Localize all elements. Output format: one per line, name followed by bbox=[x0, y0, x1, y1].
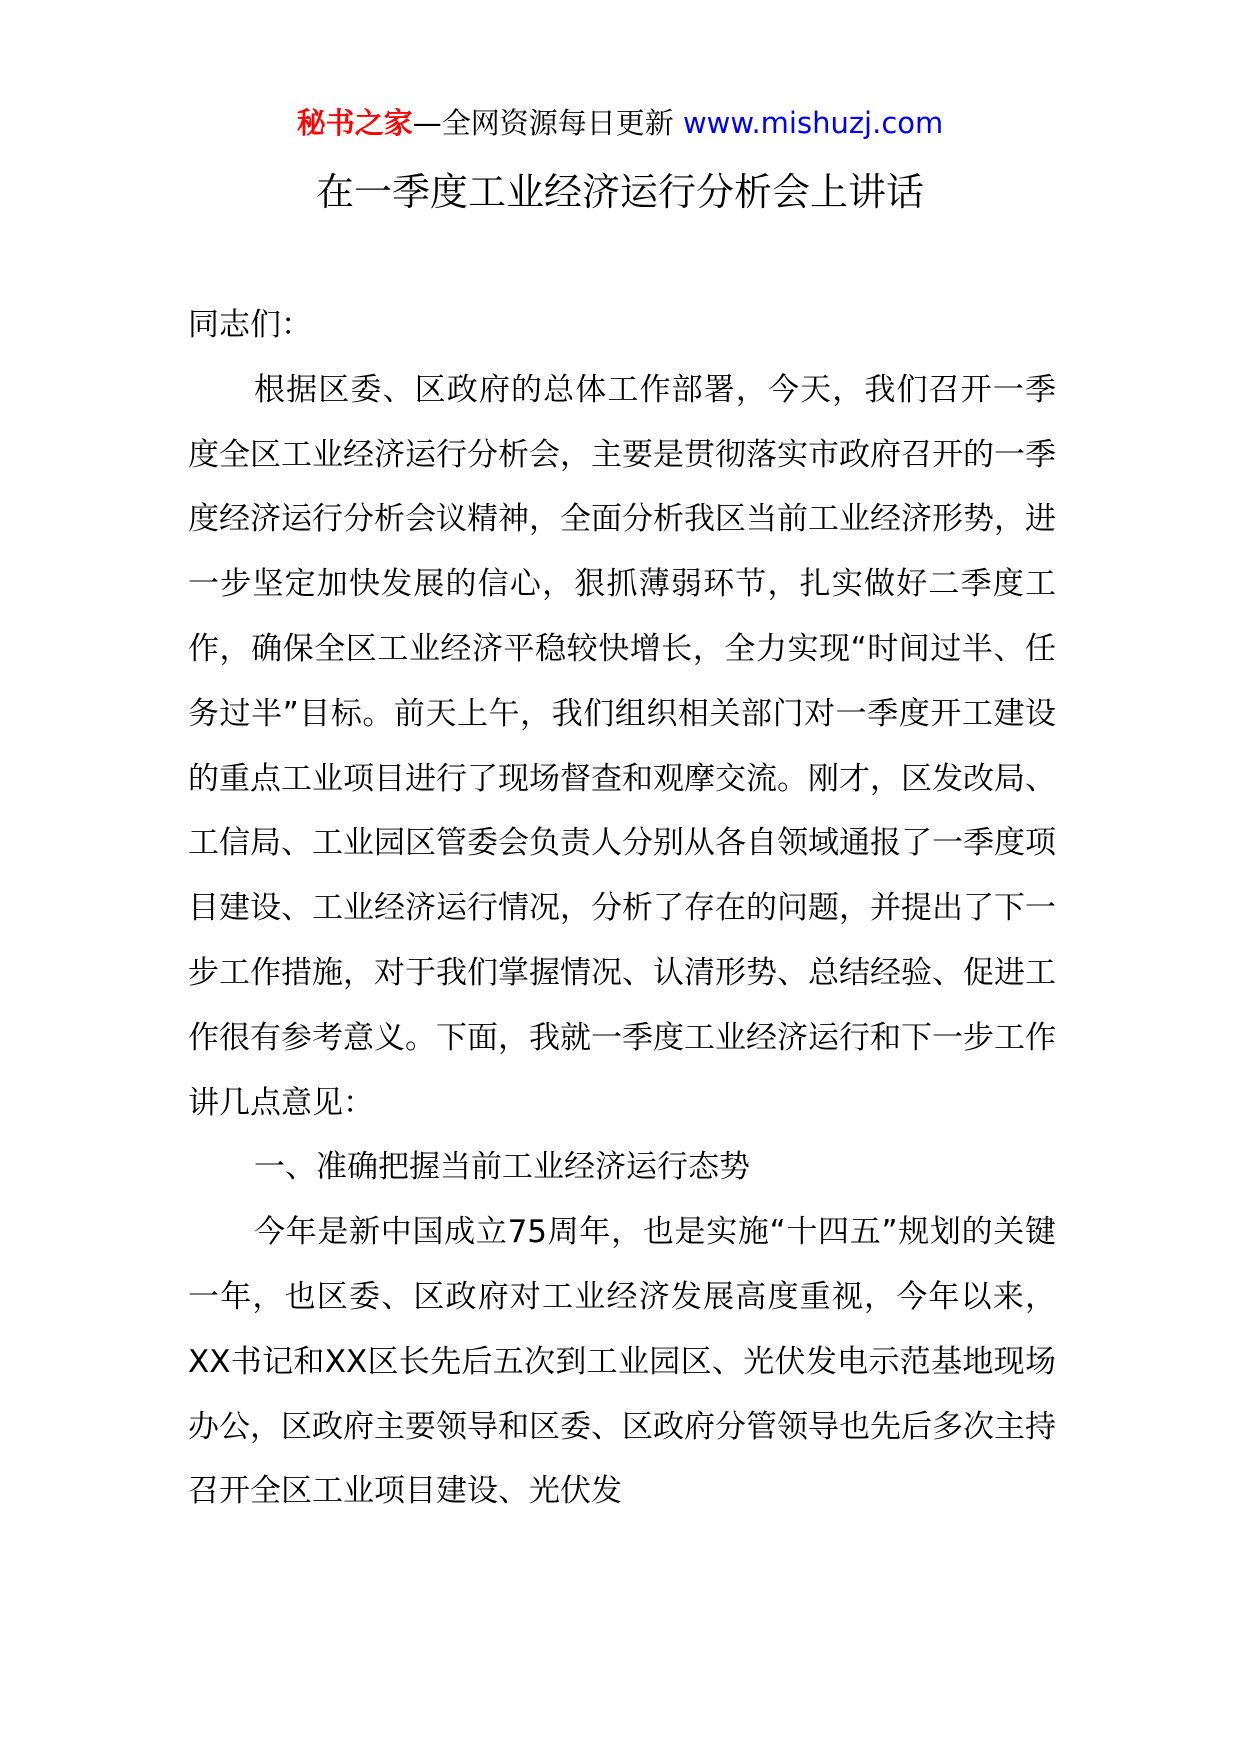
document-title: 在一季度工业经济运行分析会上讲话 bbox=[315, 170, 924, 214]
site-url-link[interactable]: www.mishuzj.com bbox=[682, 106, 944, 140]
salutation: 同志们： bbox=[188, 307, 312, 343]
site-name: 秘书之家 bbox=[296, 106, 413, 140]
paragraph-intro: 根据区委、区政府的总体工作部署，今天，我们召开一季度全区工业经济运行分析会，主要是贯彻落实市政府召开的一季度经济运行分析会议精神，全面分析我区当前工业经济形势，进一步坚定加快发展的信心，狠抓薄弱环节，扎实做好二季度工作，确保全区工业经济平稳较快增长，全力实现“时间过半、任务过半”目标。前天上午，我们组织相关部门对一季度开工建设的重点工业项目进行了现场督查和观摩交流。刚才，区发改局、工信局、工业园区管委会负责人分别从各自领域通报了一季度项目建设、工业经济运行情况，分析了存在的问题，并提出了下一步工作措施，对于我们掌握情况、认清形势、总结经验、促进工作很有参考意义。下面，我就一季度工业经济运行和下一步工作讲几点意见： bbox=[188, 371, 1056, 1121]
document-body bbox=[188, 293, 1056, 1524]
section-heading-1: 一、准确把握当前工业经济运行态势 bbox=[254, 1149, 750, 1186]
site-header bbox=[0, 100, 1240, 146]
paragraph-section-1: 今年是新中国成立75周年，也是实施“十四五”规划的关键一年，也区委、区政府对工业经济发展高度重视，今年以来，XX书记和XX区长先后五次到工业园区、光伏发电示范基地现场办公，区政府主要领导和区委、区政府分管领导也先后多次主持召开全区工业项目建设、光伏发 bbox=[188, 1214, 1056, 1510]
site-tagline: —全网资源每日更新 bbox=[412, 106, 683, 140]
